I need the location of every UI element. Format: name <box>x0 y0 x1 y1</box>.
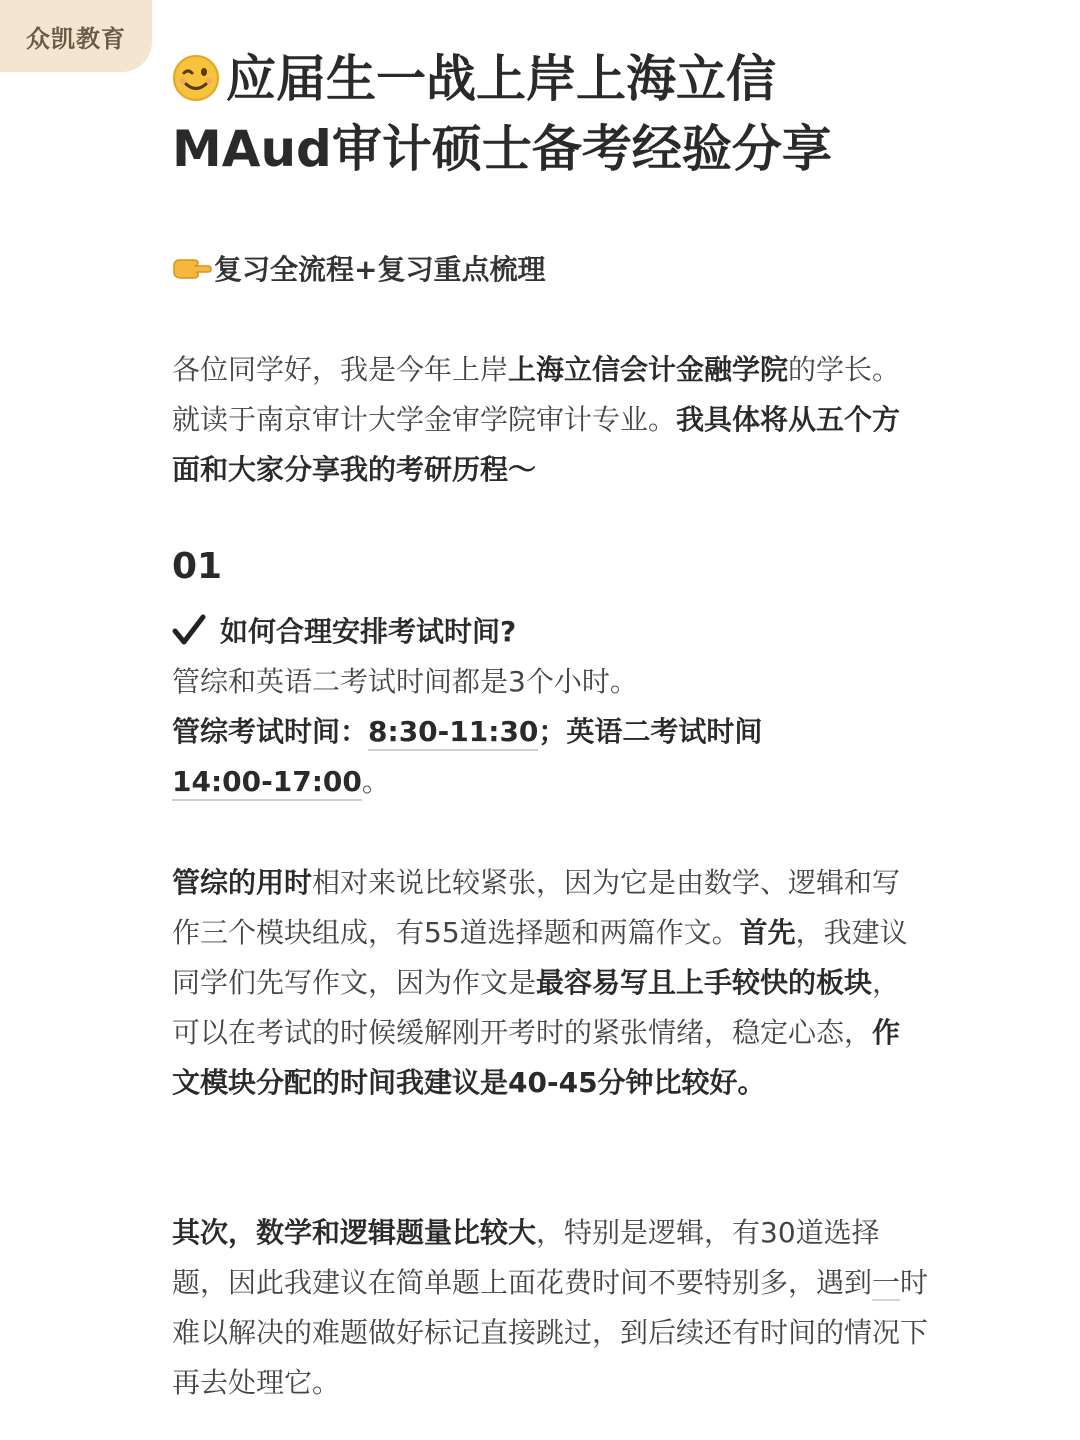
p3-text-d: 时难以解决的难题做好标记直接跳过，到后续还有时间的情况下再去处理它。 <box>172 1266 929 1399</box>
intro-text-1: 各位同学好，我是今年上岸 <box>172 353 509 386</box>
p3-bold-a: 其次，数学和逻辑题量比较大 <box>172 1216 537 1249</box>
p3-text-b: ，特别是逻辑，有30道选择题，因此我建议在简单题上面花费时间不要特别多，遇到 <box>172 1216 880 1299</box>
title-text-1: 应届生一战上岸上海立信 <box>226 50 776 108</box>
exam-duration-line: 管综和英语二考试时间都是3个小时。 <box>172 665 638 698</box>
winking-face-icon <box>172 50 220 98</box>
intro-paragraph <box>172 345 912 495</box>
p2-bold-c: 首先 <box>739 916 796 949</box>
paragraph-management-timing <box>172 858 912 1108</box>
brand-name: 众凯教育 <box>26 24 126 53</box>
subtitle-text: 复习全流程+复习重点梳理 <box>214 253 546 286</box>
management-exam-time: 8:30-11:30 <box>368 715 538 751</box>
page-title <box>172 44 1032 184</box>
exam-time-block <box>172 657 912 807</box>
p3-text-c: 一 <box>872 1266 901 1299</box>
p2-text-d: ，我建议同学们先写作文，因为作文是 <box>172 916 908 999</box>
paragraph-math-logic <box>172 1208 932 1408</box>
intro-school-name: 上海立信会计金融学院 <box>508 353 789 386</box>
p2-bold-a: 管综的用时 <box>172 866 313 899</box>
question-text: 如何合理安排考试时间? <box>220 615 517 648</box>
p2-bold-e: 最容易写且上手较快的板块 <box>536 966 873 999</box>
checkmark-icon <box>172 613 206 647</box>
intro-text-3: 的学长。就读于南京审计大学金审学院审计专业。 <box>172 353 901 436</box>
intro-text-4: 我具体将从五个方面和大家分享我的考研历程～ <box>172 403 901 486</box>
english-time-line <box>172 757 912 807</box>
section-question <box>172 607 516 657</box>
p2-bold-g: 作文模块分配的时间我建议是40-45分钟比较好。 <box>172 1016 901 1099</box>
section-number: 01 <box>172 546 223 587</box>
period: 。 <box>361 765 390 798</box>
p2-text-b: 相对来说比较紧张，因为它是由数学、逻辑和写作三个模块组成，有55道选择题和两篇作文。 <box>172 866 901 949</box>
title-line-2: MAud审计硕士备考经验分享 <box>172 120 832 178</box>
brand-tag <box>0 0 152 72</box>
english-exam-label: ；英语二考试时间 <box>538 715 763 748</box>
pointing-hand-icon <box>172 253 212 283</box>
exam-time-line <box>172 707 912 757</box>
english-exam-time: 14:00-17:00 <box>172 765 362 801</box>
title-line-1 <box>172 44 1032 114</box>
management-exam-label: 管综考试时间： <box>172 715 369 748</box>
subtitle <box>172 248 545 292</box>
p2-text-f: ，可以在考试的时候缓解刚开考时的紧张情绪，稳定心态， <box>172 966 901 1049</box>
